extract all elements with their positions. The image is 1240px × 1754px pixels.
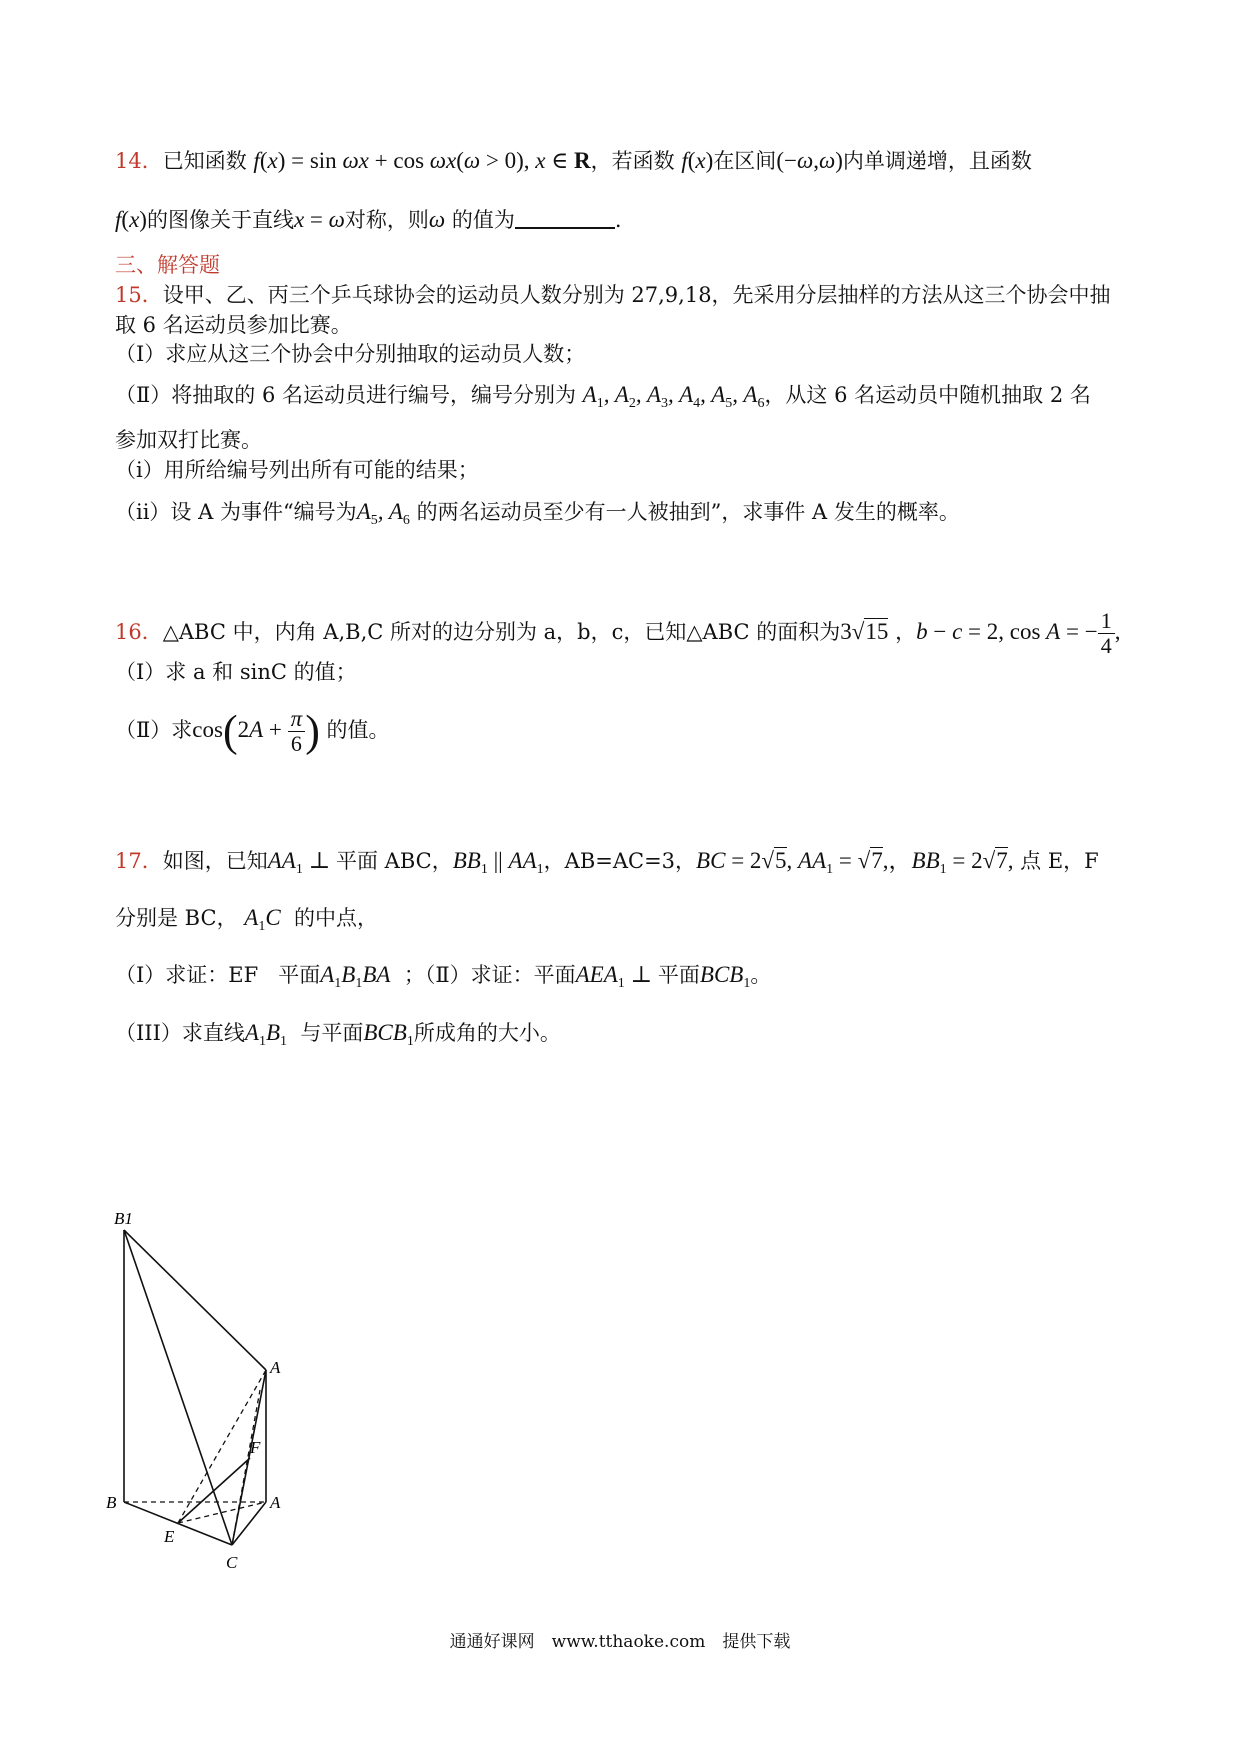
label-A1: A [270, 1358, 281, 1377]
q15-part-1: （Ⅰ）求应从这三个协会中分别抽取的运动员人数； [115, 342, 586, 366]
label-C: C [226, 1553, 238, 1572]
edge-A1-C [232, 1370, 266, 1545]
q14-line-1: 14．已知函数 f(x) = sin ωx + cos ωx(ω > 0), x ∈ R，若函数 f(x)在区间(−ω,ω)内单调递增，且函数 [115, 148, 1032, 173]
label-E: E [164, 1527, 175, 1546]
edge-A-C [232, 1502, 266, 1545]
geometry-figure [100, 1190, 320, 1600]
q15-part-ii: （ii）设 A 为事件“编号为$A_5$, $A_6$ 的两名运动员至少有一人被抽到”，求事件 A 发生的概率。 [115, 499, 960, 528]
label-B: B [106, 1493, 117, 1512]
q17-part-1-2: （Ⅰ）求证：EF 平面$A_1B_1BA$ ；（Ⅱ）求证：平面$AEA_1$ ⊥ 平面$BCB_1$。 [115, 962, 772, 991]
label-F: F [250, 1438, 261, 1457]
q16-part-2: （Ⅱ）求cos(2A + $\frac{\pi}{6}$ ) 的值。 [115, 706, 390, 756]
footer: 通通好课网 www.tthaoke.com 提供下载 [449, 1632, 791, 1652]
q14-text: 已知函数 [162, 149, 247, 173]
label-B1: B1 [114, 1209, 133, 1228]
q15-part-i: （i）用所给编号列出所有可能的结果； [115, 458, 479, 482]
q15-line-2: 取 6 名运动员参加比赛。 [115, 313, 352, 337]
q15-part-2: （Ⅱ）将抽取的 6 名运动员进行编号，编号分别为 $A_1$, $A_2$, $A_3$, $A_4$, $A_5$, $A_6$，从这 6 名运动员中随机抽取 2 名 [115, 382, 1091, 411]
section-heading: 三、解答题 [115, 253, 220, 277]
q16-line-1: 16．△ABC 中，内角 A,B,C 所对的边分别为 a，b，c，已知△ABC 的面积为3√15 ，b − c = 2, cos A = − $\frac{1}{4}$ , [115, 608, 1121, 658]
answer-blank [515, 209, 615, 229]
q14-line-2: f(x)的图像关于直线x = ω对称，则ω 的值为 . [115, 207, 622, 232]
q17-line-2: 分别是 BC， $A_1C$ 的中点， [115, 905, 379, 934]
q14-number: 14． [115, 149, 163, 173]
edge-B1-A1 [124, 1230, 266, 1370]
q16-part-1: （Ⅰ）求 a 和 sinC 的值； [115, 660, 357, 684]
q17-part-3: （III）求直线$A_1B_1$ 与平面$BCB_1$所成角的大小。 [115, 1020, 561, 1049]
label-A: A [270, 1493, 281, 1512]
edge-F-E [178, 1458, 250, 1523]
q15-part-2-cont: 参加双打比赛。 [115, 428, 262, 452]
edge-B1-C [124, 1230, 232, 1545]
edge-B-C [124, 1502, 232, 1545]
q15-line-1: 15．设甲、乙、丙三个乒乓球协会的运动员人数分别为 27,9,18，先采用分层抽样的方法从这三个协会中抽 [115, 283, 1111, 307]
q17-line-1: 17．如图，已知$AA_1$ ⊥ 平面 ABC，$BB_1$ || $AA_1$，AB=AC=3，BC = 2√5, $AA_1 = √7$,，$BB_1 = 2√7$, 点 E，F [115, 848, 1099, 877]
